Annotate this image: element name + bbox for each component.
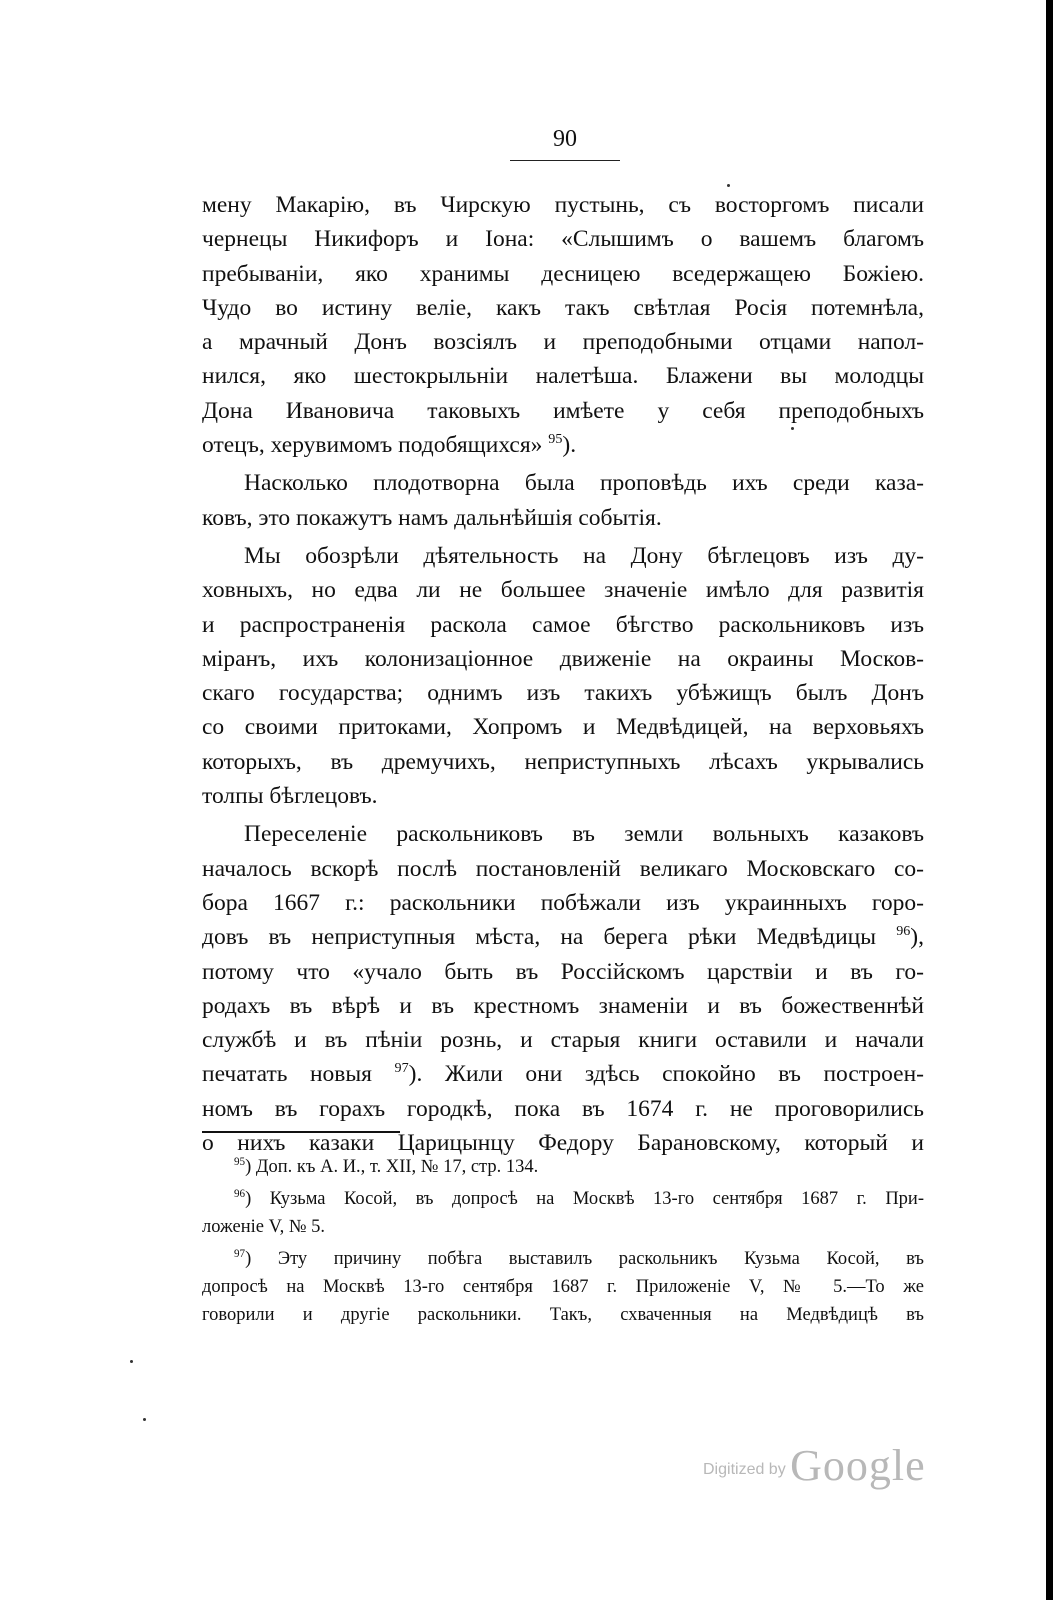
footnote-text: Доп. къ А. И., т. XII, № 17, стр. 134. bbox=[255, 1157, 539, 1177]
text-line: о нихъ казаки Царицынцу Федору Барановскому, который и bbox=[202, 1130, 924, 1157]
body-text bbox=[202, 188, 924, 1160]
text-line: Насколько плодотворна была проповѣдь ихъ среди каза- bbox=[244, 470, 924, 497]
watermark-brand: Google bbox=[790, 1441, 926, 1490]
scan-speck bbox=[727, 184, 730, 187]
text-line: Чудо во истину веліе, какъ такъ свѣтлая Росія потемнѣла, bbox=[202, 294, 924, 321]
text-segment: ). bbox=[408, 1061, 423, 1088]
text-line: чернецы Никифоръ и Іона: «Слышимъ о вашемъ благомъ bbox=[202, 226, 924, 253]
footnote-text: допросѣ на Москвѣ 13-го сентября 1687 г. Приложеніе V, № 5.—То же bbox=[202, 1277, 924, 1297]
text-line: ковъ, это покажутъ намъ дальнѣйшія событія. bbox=[202, 504, 662, 531]
text-line: міранъ, ихъ колонизаціонное движеніе на окраины Москов- bbox=[202, 645, 924, 672]
text-line: скаго государства; однимъ изъ такихъ убѣжищъ былъ Донъ bbox=[202, 680, 924, 707]
footnote-95: $^{95}$) Доп. къ А. И., т. XII, № 17, стр. 134. bbox=[234, 1155, 539, 1177]
text-line: нился, яко шестокрыльніи налетѣша. Блажени вы молодцы bbox=[202, 363, 924, 390]
text-line: номъ въ горахъ городкѣ, пока въ 1674 г. не проговорились bbox=[202, 1095, 924, 1122]
footnote-text: ложеніе V, № 5. bbox=[202, 1217, 326, 1237]
text-line: пребываніи, яко хранимы десницею вседержащею Божіею. bbox=[202, 260, 924, 287]
digitized-watermark bbox=[703, 1440, 926, 1491]
footnote-text: Эту причину побѣга выставилъ раскольникъ Кузьма Косой, въ bbox=[277, 1249, 925, 1269]
text-line bbox=[202, 1057, 924, 1091]
text-segment: отецъ, херувимомъ подобящихся» bbox=[202, 432, 543, 459]
footnote-ref-97: 97 bbox=[394, 1060, 409, 1077]
footnote-text: Кузьма Косой, въ допросѣ на Москвѣ 13-го сентября 1687 г. При- bbox=[269, 1189, 924, 1209]
text-line: службѣ и въ пѣніи рознь, и старыя книги оставили и начали bbox=[202, 1027, 924, 1054]
footnote-number: 97 bbox=[234, 1247, 246, 1260]
watermark-prefix: Digitized by bbox=[703, 1461, 786, 1478]
text-line: потому что «учало быть въ Россійскомъ царствіи и въ го- bbox=[202, 958, 924, 985]
text-line: толпы бѣглецовъ. bbox=[202, 783, 378, 810]
text-line: со своими притоками, Хопромъ и Медвѣдицей, на верховьяхъ bbox=[202, 714, 924, 741]
page-number: 90 bbox=[553, 126, 577, 152]
footnote-number: 96 bbox=[234, 1187, 246, 1200]
footnote-text: говорили и другіе раскольники. Такъ, схваченныя на Медвѣдицѣ въ bbox=[202, 1305, 924, 1325]
footnote-ref-95: 95 bbox=[548, 431, 563, 448]
text-line: а мрачный Донъ возсіялъ и преподобными отцами напол- bbox=[202, 329, 924, 356]
footnote-ref-96: 96 bbox=[896, 923, 911, 940]
scan-speck bbox=[143, 1418, 146, 1421]
scan-speck bbox=[130, 1360, 133, 1363]
text-segment: Жили они здѣсь спокойно въ построен- bbox=[444, 1061, 924, 1088]
text-segment: ). bbox=[562, 432, 577, 459]
text-line bbox=[202, 428, 924, 462]
text-line: которыхъ, въ дремучихъ, неприступныхъ лѣсахъ укрывались bbox=[202, 748, 924, 775]
text-line: началось вскорѣ послѣ постановленій великаго Московскаго со- bbox=[202, 855, 924, 882]
footnote-number: 95 bbox=[234, 1155, 246, 1168]
text-line: и распространенія раскола самое бѣгство раскольниковъ изъ bbox=[202, 611, 924, 638]
text-line: родахъ въ вѣрѣ и въ крестномъ знаменіи и въ божественнѣй bbox=[202, 992, 924, 1019]
footnotes bbox=[202, 1153, 924, 1329]
footnote-97: $^{97}$) Эту причину побѣга выставилъ раскольникъ Кузьма Косой, въ bbox=[234, 1247, 925, 1269]
text-segment: довъ въ неприступныя мѣста, на берега рѣки Медвѣдицы bbox=[202, 924, 877, 951]
text-line: Мы обозрѣли дѣятельность на Дону бѣглецовъ изъ ду- bbox=[244, 542, 924, 569]
text-line bbox=[202, 920, 924, 954]
footnote-96: $^{96}$) Кузьма Косой, въ допросѣ на Москвѣ 13-го сентября 1687 г. При- bbox=[234, 1187, 924, 1209]
text-segment: печатать новыя bbox=[202, 1061, 372, 1088]
text-line: мену Макарію, въ Чирскую пустынь, съ восторгомъ писали bbox=[202, 192, 924, 218]
text-line: Переселеніе раскольниковъ въ земли вольныхъ казаковъ bbox=[244, 821, 924, 848]
header-rule bbox=[510, 160, 620, 161]
text-line: бора 1667 г.: раскольники побѣжали изъ украинныхъ горо- bbox=[202, 889, 924, 916]
text-line: ховныхъ, но едва ли не большее значеніе имѣло для развитія bbox=[202, 577, 924, 604]
text-line: Дона Ивановича таковыхъ имѣете у себя преподобныхъ bbox=[202, 397, 924, 424]
footnote-rule bbox=[202, 1131, 400, 1133]
text-segment: ), bbox=[910, 924, 924, 951]
scan-edge bbox=[1046, 0, 1053, 1600]
